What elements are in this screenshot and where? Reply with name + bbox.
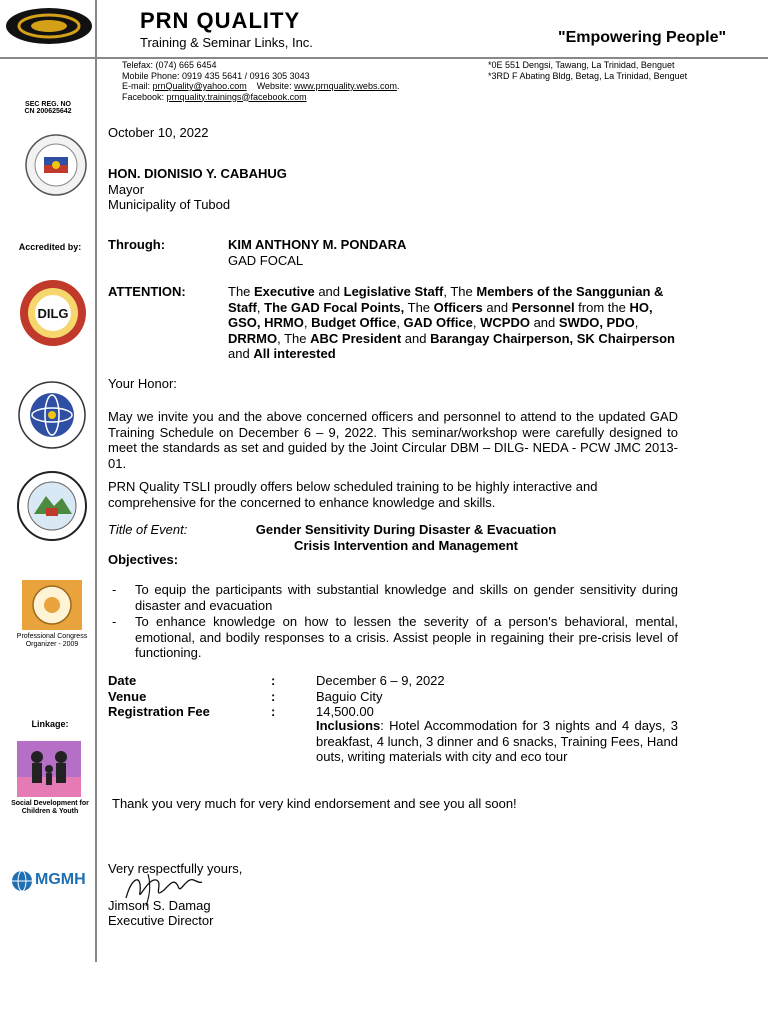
- event-details: [108, 673, 678, 720]
- detail-colon: :: [271, 704, 276, 719]
- brand-name: PRN QUALITY: [140, 8, 301, 33]
- attention-text: [228, 284, 678, 362]
- left-margin-rule: [95, 0, 97, 962]
- salutation: Your Honor:: [108, 376, 177, 391]
- paragraph-2: PRN Quality TSLI proudly offers below scheduled training to be highly interactive and comprehensive for the concerned to enhance knowledge and skills.: [108, 479, 598, 510]
- mgmh-logo: [11, 868, 93, 894]
- detail-colon: :: [271, 688, 276, 704]
- att-part: DRRMO: [228, 330, 278, 346]
- att-part: GAD Office: [403, 315, 473, 330]
- detail-value: Baguio City: [316, 688, 383, 704]
- detail-label: Venue: [108, 688, 147, 704]
- facebook-link[interactable]: prnquality.trainings@facebook.com: [166, 91, 307, 102]
- att-part: WCPDO: [480, 315, 530, 330]
- address-1: *0E 551 Dengsi, Tawang, La Trinidad, Benguet: [488, 60, 675, 70]
- pco-caption: Professional Congress Organizer - 2009: [16, 633, 88, 648]
- prn-logo-icon: [4, 6, 94, 46]
- objective-text: To equip the participants with substantial knowledge and skills on gender sensitivity during disaster and evacuation: [135, 582, 678, 613]
- address-2: *3RD F Abating Bldg, Betag, La Trinidad, Benguet: [488, 70, 688, 81]
- detail-row-date: [108, 673, 678, 689]
- detail-row-venue: [108, 689, 678, 705]
- addressee-title: Mayor: [108, 181, 145, 197]
- through-label: Through:: [108, 237, 166, 252]
- objective-text: To enhance knowledge on how to lessen the severity of a person's behavioral, mental, emotional, and bodily responses to a crisis. Assist people in regaining their pre-crisis level of functioning.: [135, 614, 678, 660]
- through-block: [228, 237, 406, 268]
- att-part: ABC President: [310, 330, 402, 346]
- detail-value: December 6 – 9, 2022: [316, 673, 445, 688]
- email-row: E-mail: prnQuality@yahoo.com Website: www.prnquality.webs.com.: [122, 81, 400, 91]
- facebook-row: [122, 92, 399, 103]
- brand-subtitle: Training & Seminar Links, Inc.: [140, 35, 313, 50]
- signatory-title: Executive Director: [108, 913, 214, 928]
- tagline: "Empowering People": [558, 29, 727, 46]
- event-label: Title of Event:: [108, 522, 188, 537]
- att-part: ,: [256, 299, 265, 315]
- dot-seal-icon: [22, 580, 82, 630]
- att-part: Barangay Chairperson, SK Chairperson: [430, 330, 675, 346]
- att-part: Personnel: [511, 299, 575, 315]
- att-part: , The: [277, 330, 311, 346]
- att-part: and: [228, 346, 254, 361]
- accredited-label: Accredited by:: [18, 242, 82, 252]
- att-part: Legislative Staff: [343, 284, 444, 299]
- attention-label: ATTENTION:: [108, 284, 186, 299]
- att-part: ,: [396, 315, 404, 330]
- inclusions-label: Inclusions: [316, 718, 381, 733]
- email-link[interactable]: prnQuality@yahoo.com: [152, 81, 247, 91]
- detail-colon: :: [271, 673, 276, 688]
- dilg-seal-icon: [18, 278, 88, 348]
- mgmh-text: MGMH: [35, 871, 86, 888]
- detail-label: Registration Fee: [108, 704, 210, 719]
- att-part: Budget Office: [311, 315, 397, 330]
- paragraph-1: May we invite you and the above concerned officers and personnel to attend to the updated GAD Training Schedule on December 6 – 9, 2022. This seminar/workshop were carefully designed to meet the standards as set and guided by the Joint Circular DBM – DILG- NEDA - PCW JMC 2013-01.: [108, 409, 678, 471]
- att-part: ,: [634, 315, 639, 330]
- objectives-list: [108, 582, 678, 662]
- event-title-line-2: Crisis Intervention and Management: [294, 537, 518, 553]
- website-link[interactable]: www.prnquality.webs.com: [294, 81, 397, 91]
- att-part: The GAD Focal Points,: [264, 299, 405, 315]
- address-block: [488, 60, 687, 81]
- closing-line: Very respectfully yours,: [108, 861, 243, 876]
- benguet-seal-icon: [16, 470, 88, 542]
- att-part: ,: [303, 315, 312, 330]
- event-title-line-1: Gender Sensitivity During Disaster & Evacuation: [255, 522, 557, 537]
- att-part: and: [529, 315, 559, 330]
- addressee-name: HON. DIONISIO Y. CABAHUG: [108, 166, 287, 181]
- att-part: Members of the Sanggunian & Staff: [228, 284, 664, 315]
- mobile: Mobile Phone: 0919 435 5641 / 0916 305 3043: [122, 70, 310, 81]
- detail-value: 14,500.00: [316, 704, 374, 719]
- list-item: - To equip the participants with substantial knowledge and skills on gender sensitivity during disaster and evacuation: [112, 582, 678, 613]
- addressee-org: Municipality of Tubod: [108, 197, 231, 212]
- att-part: , The: [443, 284, 477, 299]
- att-part: from the: [574, 299, 630, 315]
- letter-date: October 10, 2022: [108, 125, 209, 140]
- sdc-caption: Social Development for Children & Youth: [11, 800, 89, 815]
- prc-seal-icon: [17, 380, 87, 450]
- inclusions: [316, 718, 678, 765]
- sec-reg: [8, 101, 88, 115]
- header-rule: [0, 57, 768, 59]
- att-part: and: [401, 330, 431, 346]
- telefax: Telefax: (074) 665 6454: [122, 60, 217, 70]
- email-prefix: E-mail:: [122, 81, 153, 91]
- tubod-seal-icon: [24, 133, 88, 197]
- contact-block: [122, 60, 399, 102]
- objectives-label: Objectives:: [108, 552, 179, 567]
- sec-reg-no: CN 200625642: [24, 108, 72, 115]
- through-title: GAD FOCAL: [228, 252, 304, 268]
- facebook-prefix: Facebook:: [122, 91, 167, 102]
- att-part: The: [228, 284, 255, 299]
- att-part: Executive: [254, 284, 315, 299]
- att-part: SWDO, PDO: [558, 315, 635, 330]
- dilg-text: DILG: [37, 306, 69, 321]
- website-prefix: Website:: [256, 81, 295, 91]
- inclusions-text: : Hotel Accommodation for 3 nights and 4 days, 3 breakfast, 4 lunch, 3 dinner and 6 snacks, Training Fees, Hand outs, writing materials with city and eco tour: [316, 718, 678, 764]
- att-part: and: [482, 299, 512, 315]
- att-part: The: [404, 299, 434, 315]
- event-title: [226, 522, 586, 553]
- globe-icon: [11, 870, 33, 892]
- signature-icon: [118, 868, 208, 908]
- att-part: HO, GSO, HRMO: [228, 299, 653, 330]
- addressee-block: [108, 166, 287, 213]
- att-part: Officers: [433, 299, 483, 315]
- att-part: ,: [472, 315, 481, 330]
- detail-label: Date: [108, 673, 137, 688]
- linkage-label: Linkage:: [31, 719, 69, 729]
- sdc-logo-icon: [17, 741, 81, 797]
- signatory-name: Jimson S. Damag: [108, 897, 211, 913]
- att-part: All interested: [253, 346, 336, 361]
- thanks-line: Thank you very much for very kind endorsement and see you all soon!: [112, 796, 517, 811]
- through-name: KIM ANTHONY M. PONDARA: [228, 237, 407, 252]
- sec-reg-label: SEC REG. NO: [25, 101, 71, 108]
- list-item: - To enhance knowledge on how to lessen the severity of a person's behavioral, mental, emotional, and bodily responses to a crisis. Assist people in regaining their pre-crisis level of functioning.: [112, 614, 678, 660]
- att-part: and: [314, 284, 344, 299]
